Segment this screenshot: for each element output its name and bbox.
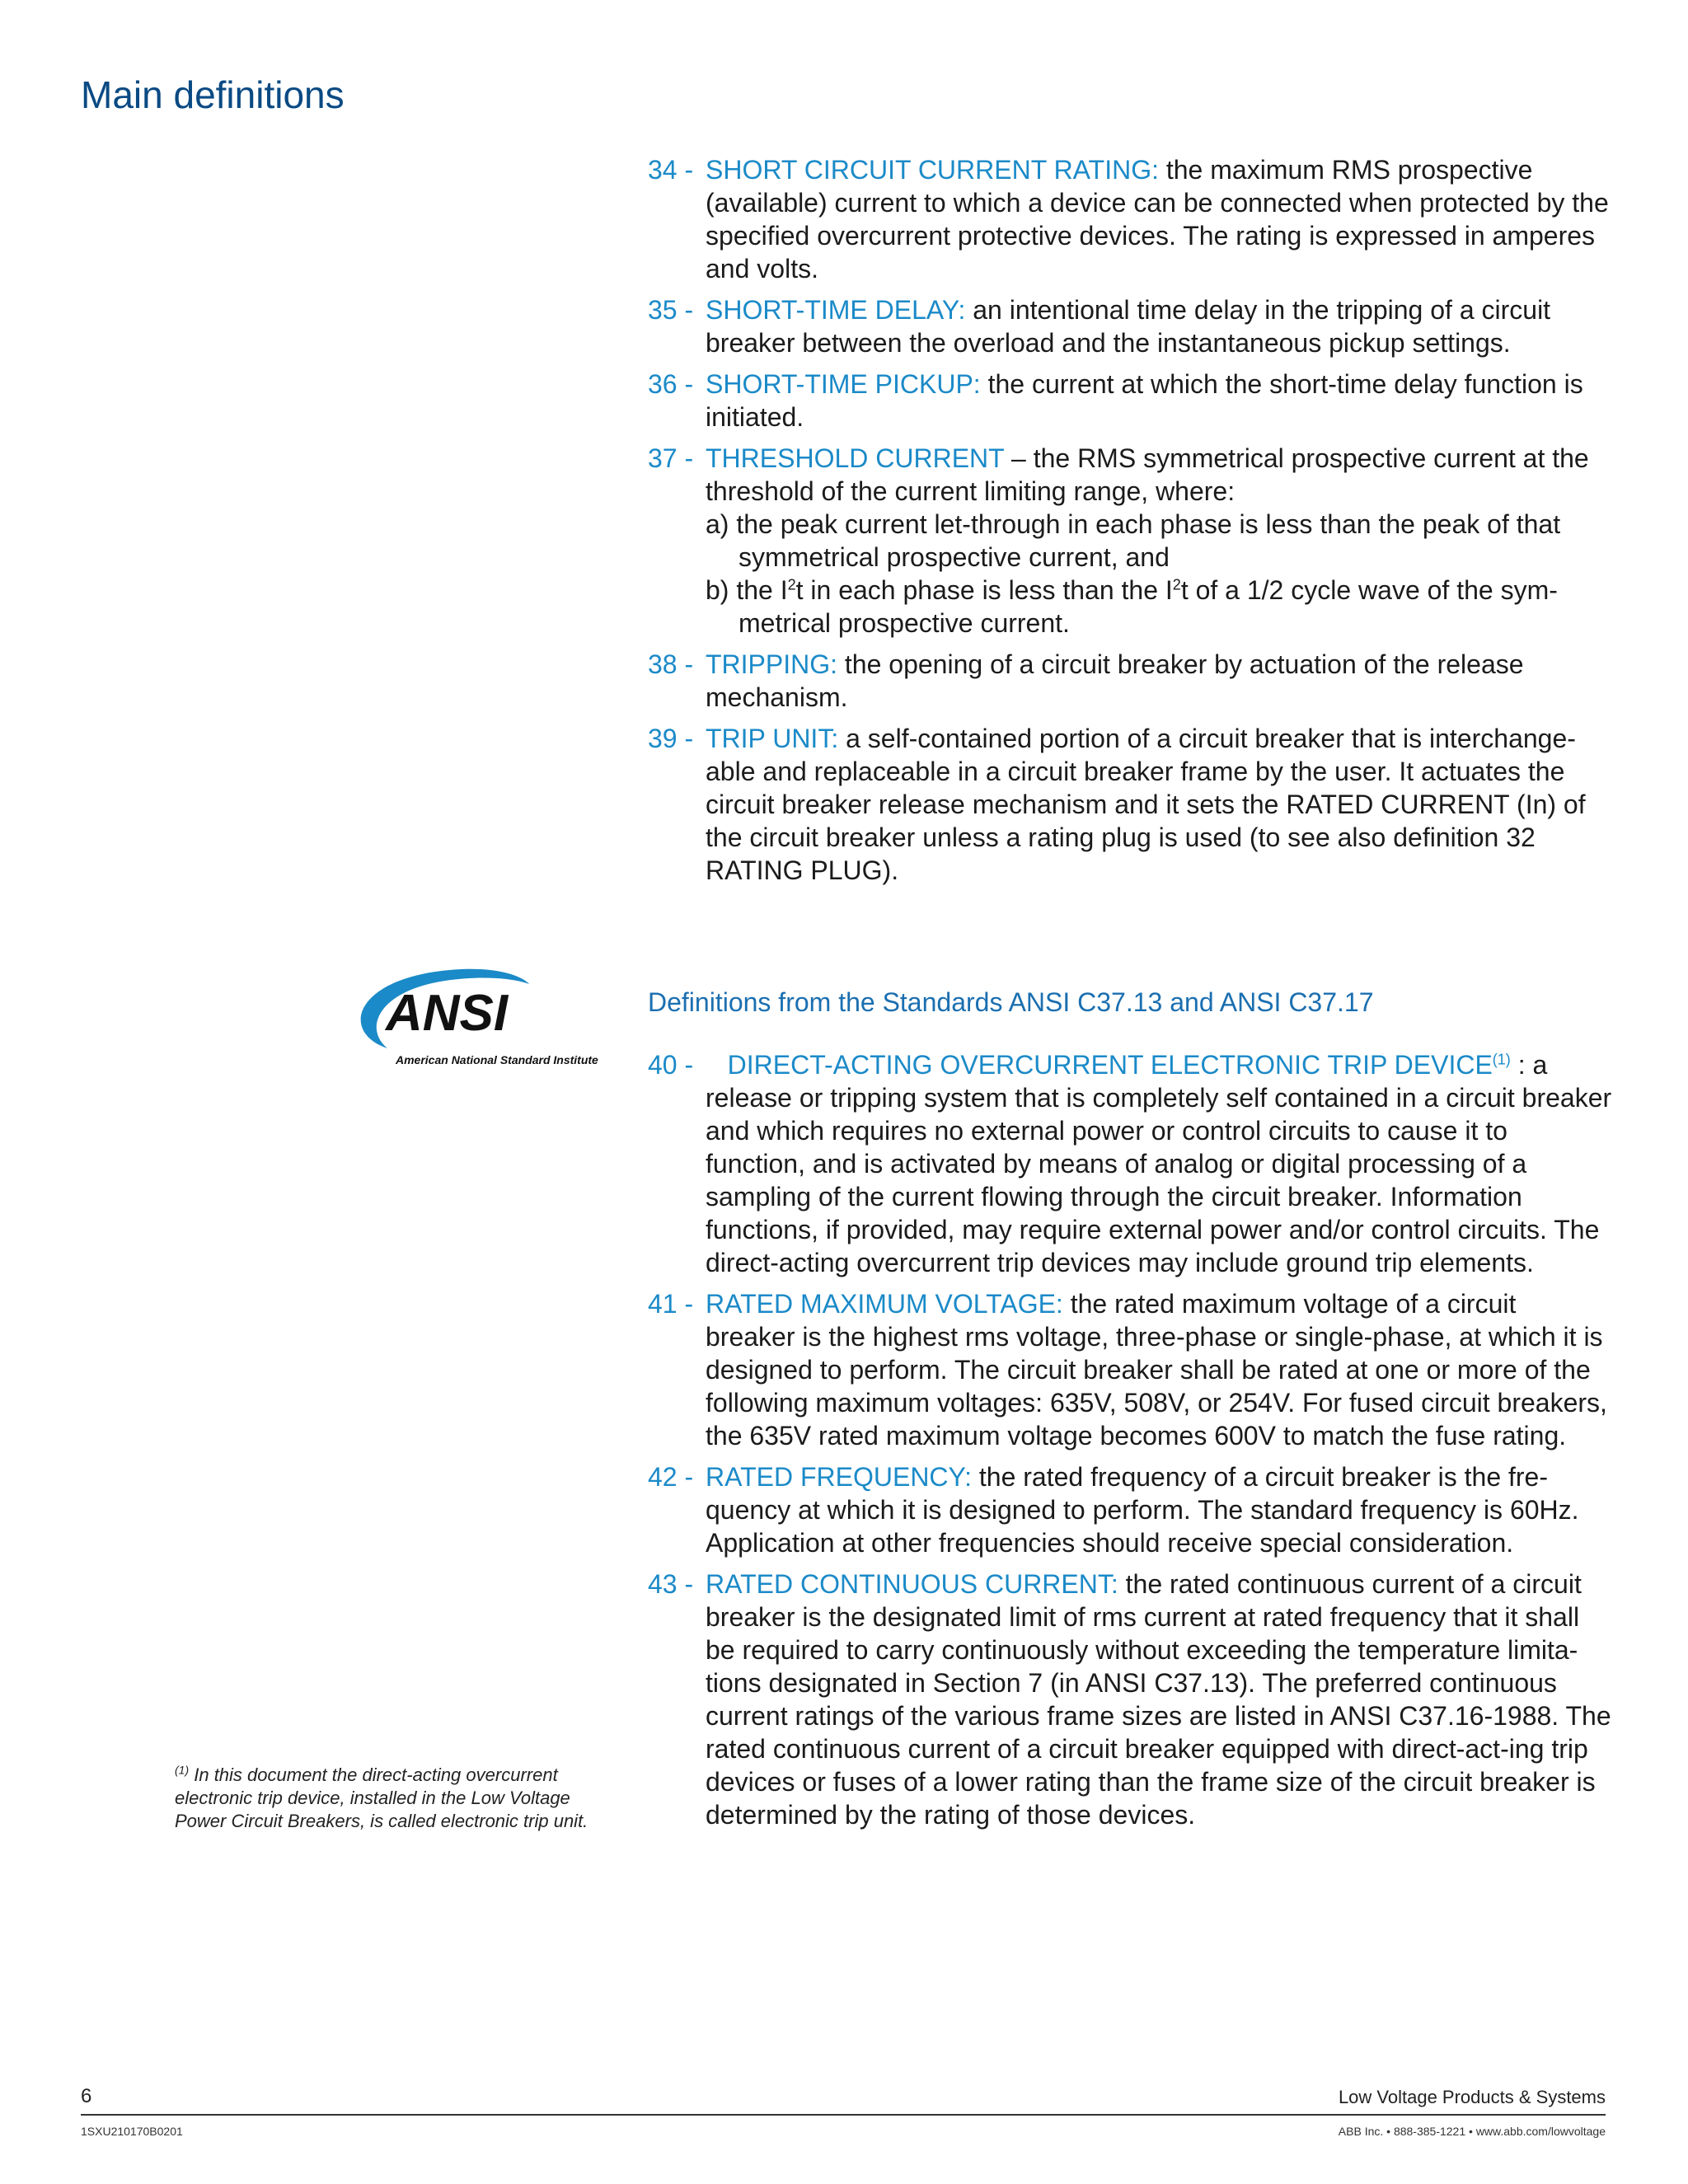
- definition-number: 41 -: [648, 1289, 701, 1319]
- definition-42: [648, 1460, 1612, 1559]
- definition-text: the current at which the short-time delay function is initiated.: [706, 369, 1583, 432]
- definition-text: : a release or tripping system that is completely self contained in a circuit breaker and which requires no external power or control circuits to cause it to function, and is activated by means of analog or digital processing of a sampling of the current flowing through the circuit breaker. Information functions, if provided, may require external power and/or control circuits. The direct-acting overcurrent trip devices may include ground trip elements.: [706, 1050, 1612, 1277]
- definitions-list-2: [648, 986, 1612, 1840]
- footnote-marker: (1): [175, 1763, 190, 1777]
- definition-34: [648, 153, 1612, 285]
- page-number: 6: [81, 2085, 92, 2107]
- definition-text: the opening of a circuit breaker by actuation of the release mechanism.: [706, 649, 1524, 712]
- definition-number: 40 -: [648, 1050, 701, 1080]
- footer-contact: ABB Inc. • 888-385-1221 • www.abb.com/lowvoltage: [1338, 2125, 1606, 2138]
- definition-text: the maximum RMS prospective (available) current to which a device can be connected when protected by the specified overcurrent protective devices. The rating is expressed in amperes and volts.: [706, 155, 1609, 284]
- definition-text: a self-contained portion of a circuit breaker that is interchange-able and replaceable in a circuit breaker frame by the user. It actuates the circuit breaker release mechanism and it sets the RATED CURRENT (In) of the circuit breaker unless a rating plug is used (to see also definition 32 RATING PLUG).: [706, 724, 1586, 885]
- ansi-logo-text: ANSI: [386, 985, 509, 1042]
- ansi-logo-subtitle: American National Standard Institute: [396, 1053, 598, 1066]
- definition-text: – the RMS symmetrical prospective current at the threshold of the current limiting range, where:: [706, 443, 1589, 506]
- definition-text: the rated continuous current of a circuit breaker is the designated limit of rms current at rated frequency that it shall be required to carry continuously without exceeding the temperature limita-tions designated in Section 7 (in ANSI C37.13). The preferred continuous current ratings of the various frame sizes are listed in ANSI C37.16-1988. The rated continuous current of a circuit breaker equipped with direct-act-ing trip devices or fuses of a lower rating than the frame size of the circuit breaker is determined by the rating of those devices.: [706, 1569, 1611, 1830]
- definition-term: RATED CONTINUOUS CURRENT:: [706, 1569, 1118, 1599]
- definition-35: [648, 293, 1612, 359]
- definition-36: [648, 368, 1612, 434]
- definition-term: RATED MAXIMUM VOLTAGE:: [706, 1289, 1063, 1319]
- definition-text: an intentional time delay in the tripping of a circuit breaker between the overload and the instantaneous pickup settings.: [706, 295, 1551, 358]
- footnote-ref: (1): [1492, 1051, 1511, 1068]
- definition-term: SHORT-TIME DELAY:: [706, 295, 966, 325]
- definition-41: [648, 1287, 1612, 1452]
- definition-term: DIRECT-ACTING OVERCURRENT ELECTRONIC TRIP DEVICE: [727, 1050, 1493, 1080]
- definition-text: the rated frequency of a circuit breaker is the fre-quency at which it is designed to perform. The standard frequency is 60Hz. Application at other frequencies should receive special consideration.: [706, 1462, 1579, 1558]
- definition-43: [648, 1568, 1612, 1831]
- definition-term: SHORT-TIME PICKUP:: [706, 369, 981, 399]
- sub-item-b-text: b) the I: [706, 575, 788, 605]
- footer-divider: [81, 2114, 1606, 2116]
- definition-38: [648, 648, 1612, 714]
- definition-number: 39 -: [648, 724, 701, 753]
- definition-number: 42 -: [648, 1462, 701, 1492]
- document-code: 1SXU210170B0201: [81, 2125, 183, 2138]
- definition-term: RATED FREQUENCY:: [706, 1462, 972, 1492]
- footer-title: Low Voltage Products & Systems: [1338, 2087, 1606, 2107]
- superscript: 2: [787, 576, 796, 593]
- ansi-logo: [338, 966, 618, 1081]
- definition-number: 36 -: [648, 369, 701, 399]
- definition-39: [648, 722, 1612, 887]
- definition-40: [648, 1048, 1612, 1279]
- definition-number: 43 -: [648, 1569, 701, 1599]
- ansi-logo-arc-icon: [338, 966, 618, 1057]
- footnote-text: In this document the direct-acting overcurrent electronic trip device, installed in the Low Voltage Power Circuit Breakers, is called electronic trip unit.: [175, 1765, 588, 1831]
- sub-item-a: a) the peak current let-through in each phase is less than the peak of that symmetrical prospective current, and: [706, 509, 1561, 572]
- definition-term: SHORT CIRCUIT CURRENT RATING:: [706, 155, 1159, 185]
- sub-item-b-text: t in each phase is less than the I: [795, 575, 1173, 605]
- section-title: Definitions from the Standards ANSI C37.13 and ANSI C37.17: [648, 987, 1374, 1017]
- sub-item-b: [706, 574, 1612, 640]
- definition-number: 34 -: [648, 155, 701, 185]
- definition-37: [648, 442, 1612, 640]
- definition-number: 37 -: [648, 443, 701, 473]
- footnote: [175, 1764, 620, 1833]
- definition-text: the rated maximum voltage of a circuit breaker is the highest rms voltage, three-phase or single-phase, at which it is designed to perform. The circuit breaker shall be rated at one or more of the following maximum voltages: 635V, 508V, or 254V. For fused circuit breakers, the 635V rated maximum voltage becomes 600V to match the fuse rating.: [706, 1289, 1607, 1451]
- definition-number: 38 -: [648, 649, 701, 679]
- definition-term: TRIPPING:: [706, 649, 838, 679]
- sub-item-b-text: t of a 1/2 cycle wave of the sym-metrical prospective current.: [738, 575, 1558, 638]
- superscript: 2: [1172, 576, 1181, 593]
- definitions-list-1: [648, 153, 1612, 895]
- definition-term: THRESHOLD CURRENT: [706, 443, 1005, 473]
- definition-number: 35 -: [648, 295, 701, 325]
- page-title: Main definitions: [81, 73, 345, 116]
- definition-term: TRIP UNIT:: [706, 724, 839, 753]
